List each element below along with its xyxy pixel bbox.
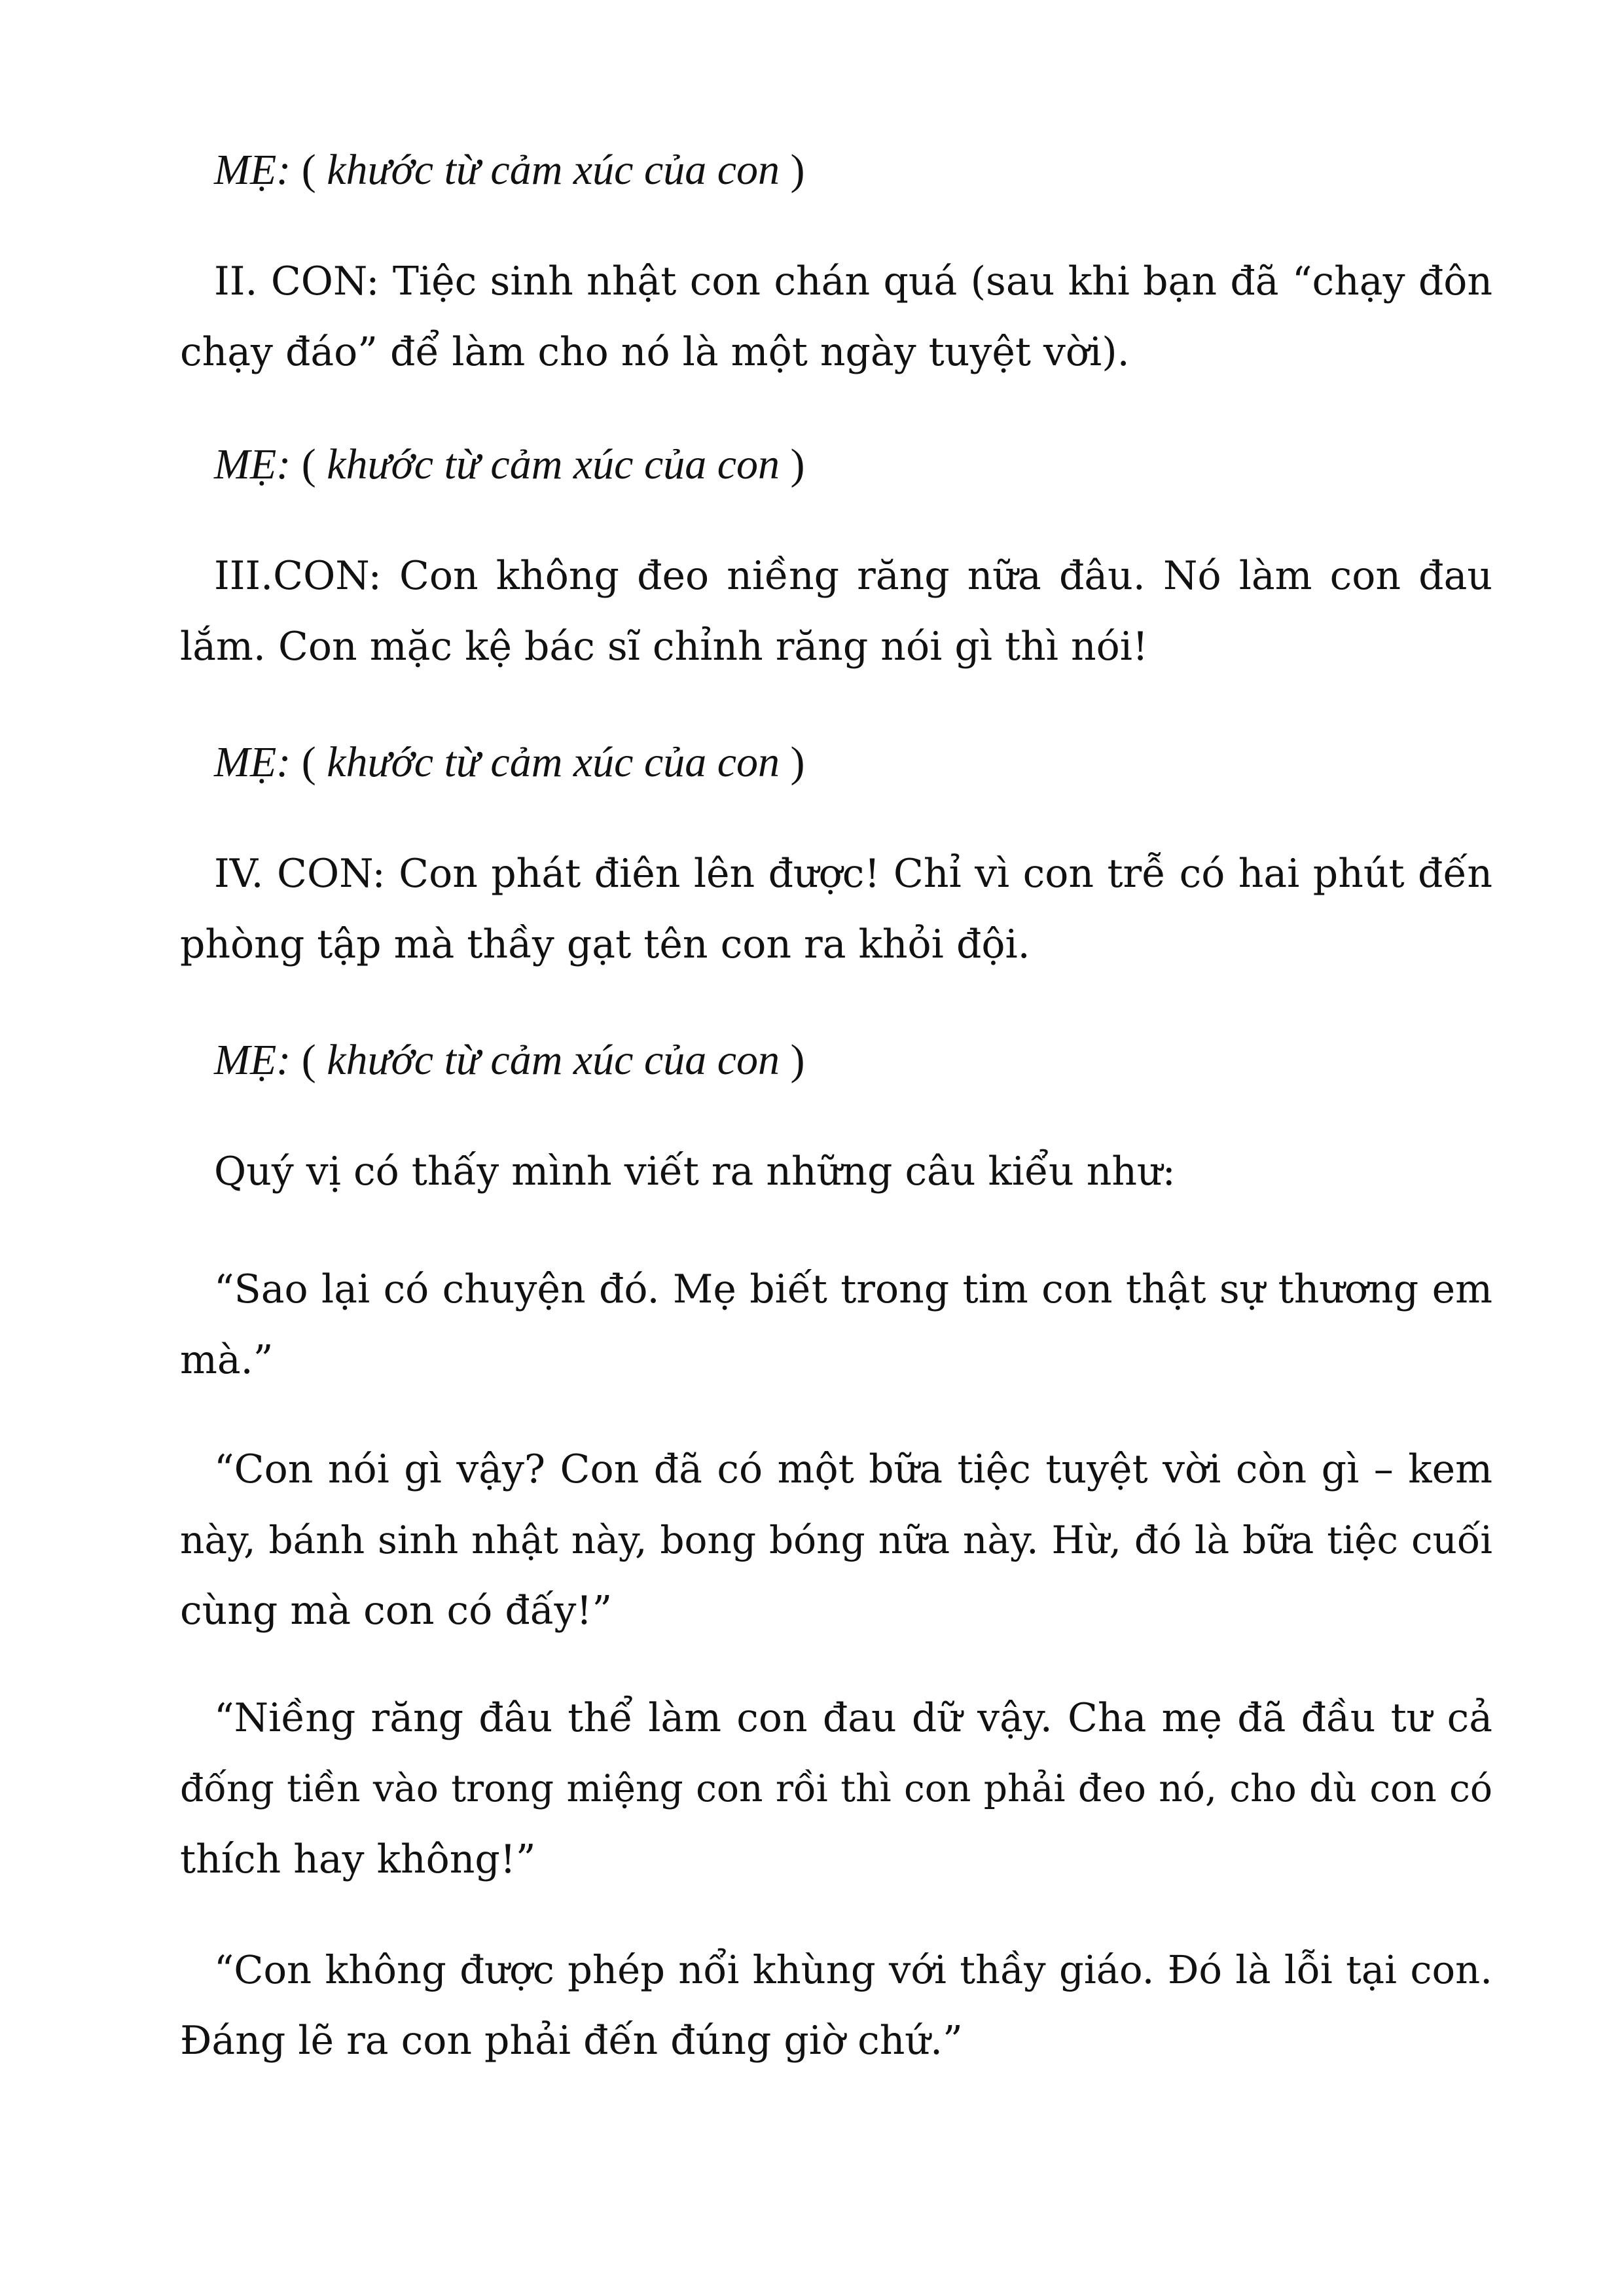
open-paren: (: [301, 146, 316, 194]
paragraph-line: mà.”: [180, 1337, 274, 1383]
mom-response: [180, 429, 1492, 500]
paragraph-line: IV. CON: Con phát điên lên được! Chỉ vì con trễ có hai phút đến: [214, 851, 1492, 897]
paragraph-line: này, bánh sinh nhật này, bong bóng nữa này. Hừ, đó là bữa tiệc cuối: [180, 1518, 1492, 1562]
paragraph-line: Quý vị có thấy mình viết ra những câu kiểu như:: [214, 1149, 1176, 1194]
paragraph-line: đống tiền vào trong miệng con rồi thì con phải đeo nó, cho dù con có: [180, 1767, 1492, 1810]
paragraph-line: chạy đáo” để làm cho nó là một ngày tuyệt vời).: [180, 329, 1130, 375]
close-paren: ): [790, 146, 805, 194]
mom-placeholder: khước từ cảm xúc của con: [316, 146, 791, 194]
paragraph-line: II. CON: Tiệc sinh nhật con chán quá (sau khi bạn đã “chạy đôn: [214, 259, 1492, 304]
mom-line: [180, 1025, 1492, 1096]
paragraph-line: “Niềng răng đâu thể làm con đau dữ vậy. Cha mẹ đã đầu tư cả: [214, 1695, 1492, 1741]
close-paren: ): [790, 1036, 805, 1084]
mom-line: [180, 135, 1492, 206]
child-statement-3: [180, 541, 1492, 682]
paragraph-line: III.CON: Con không đeo niềng răng nữa đâu. Nó làm con đau: [214, 553, 1492, 599]
mom-speaker: MẸ:: [214, 146, 291, 194]
paragraph-line: thích hay không!”: [180, 1837, 536, 1882]
child-statement-2: [180, 246, 1492, 387]
mom-speaker: MẸ:: [214, 440, 291, 488]
paragraph-line: cùng mà con có đấy!”: [180, 1588, 613, 1634]
child-statement-4: [180, 838, 1492, 980]
close-paren: ): [790, 440, 805, 488]
close-paren: ): [790, 738, 805, 786]
mom-placeholder: khước từ cảm xúc của con: [316, 440, 791, 488]
example-response-4: [180, 1935, 1492, 2076]
example-response-1: [180, 1254, 1492, 1395]
mom-speaker: MẸ:: [214, 738, 291, 786]
paragraph-line: “Con nói gì vậy? Con đã có một bữa tiệc tuyệt vời còn gì – kem: [214, 1446, 1492, 1492]
paragraph-line: “Con không được phép nổi khùng với thầy giáo. Đó là lỗi tại con.: [214, 1947, 1492, 1992]
mom-response: [180, 135, 1492, 206]
paragraph-line: “Sao lại có chuyện đó. Mẹ biết trong tim con thật sự thương em: [214, 1266, 1492, 1312]
mom-line: [180, 429, 1492, 500]
open-paren: (: [301, 1036, 316, 1084]
paragraph-line: phòng tập mà thầy gạt tên con ra khỏi đội.: [180, 922, 1030, 967]
paragraph-line: lắm. Con mặc kệ bác sĩ chỉnh răng nói gì thì nói!: [180, 624, 1149, 670]
mom-speaker: MẸ:: [214, 1036, 291, 1084]
example-response-2: [180, 1434, 1492, 1646]
mom-response: [180, 727, 1492, 798]
mom-line: [180, 727, 1492, 798]
mom-response: [180, 1025, 1492, 1096]
mom-placeholder: khước từ cảm xúc của con: [316, 738, 791, 786]
question-paragraph: [180, 1136, 1492, 1207]
paragraph-line: Đáng lẽ ra con phải đến đúng giờ chứ.”: [180, 2018, 963, 2064]
mom-placeholder: khước từ cảm xúc của con: [316, 1036, 791, 1084]
open-paren: (: [301, 440, 316, 488]
example-response-3: [180, 1683, 1492, 1895]
open-paren: (: [301, 738, 316, 786]
